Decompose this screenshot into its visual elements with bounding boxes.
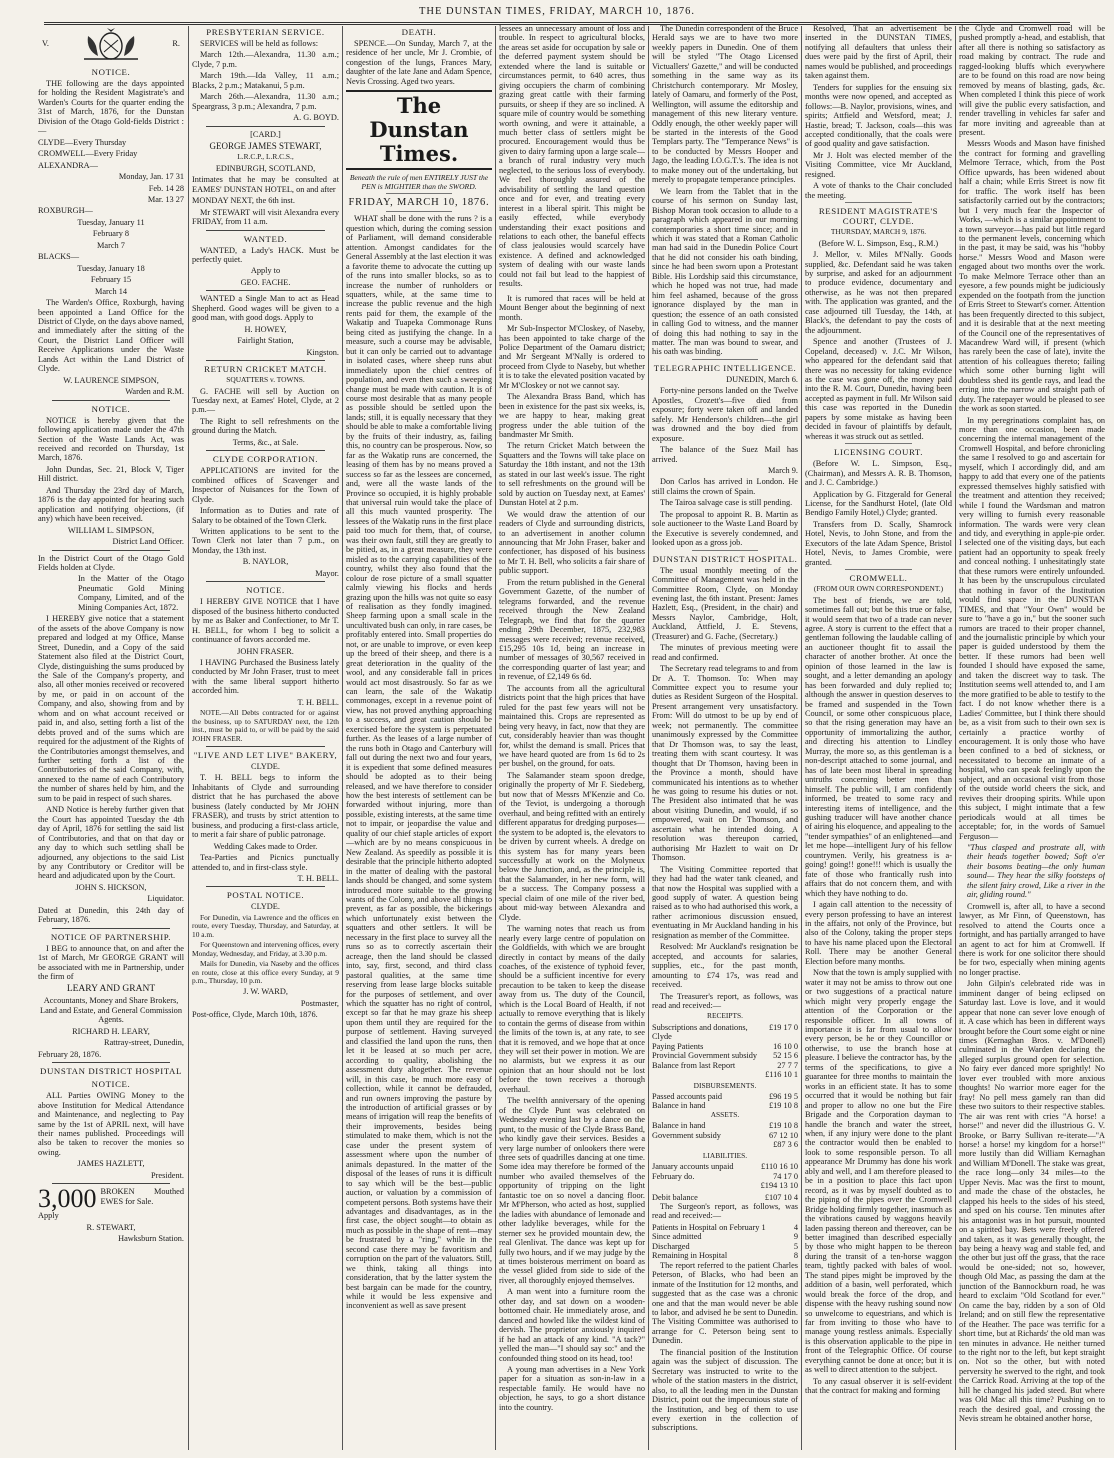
telegraph-heading: TELEGRAPHIC INTELLIGENCE. <box>653 362 797 373</box>
corporation-notice: Information as to Duties and rate of Salary to be obtained of the Town Clerk. <box>192 506 339 525</box>
doctor-date: MONDAY NEXT, the 6th inst. <box>192 196 295 206</box>
row-label: Provincial Government subsidy <box>652 1051 758 1061</box>
doctor-notice: Intimates that he may be consulted at EAMES' DUNSTAN HOTEL, on and after <box>192 175 339 194</box>
waste-lands-applicant: John Dundas, Sec. 21, Block V, Tiger Hill district. <box>38 464 184 484</box>
doctor-city: EDINBURGH, SCOTLAND, <box>215 163 316 173</box>
assets-table <box>652 1121 798 1149</box>
row-label: Remaining in Hospital <box>652 1251 728 1261</box>
divider <box>206 290 325 291</box>
column-rule <box>495 26 496 1450</box>
newspaper-motto: Beneath the rule of men ENTIRELY JUST the PEN is MIGHTIER than the SWORD. <box>349 173 489 191</box>
hospital-report: Resolved: Mr Auckland's resignation be accepted, and accounts for salaries, supplies, etc., for the past month, amounting to £74 17s, was read and received. <box>652 942 798 990</box>
editorial-continued: lessees an unnecessary amount of loss and trouble. In respect to agricultural blocks, the areas set aside for occupation by sale or the deferred payment system should be extended where the land is suitable or circumstances permit, to 640 acres, thus giving occupiers the charm of combining grazing great cattle with their farming pursuits, or sheep if they are so inclined. A square mile of country would be something worth owning, and were it attainable, a much better class of settlers might be procured. Encouragement would thus be given to dairy farming upon a large scale—a branch of rural industry very much neglected, to the serious loss of everybody. We feel thoroughly assured of the advisability of settling the land question once and for ever, and treating every interest in a liberal spirit. This might be easily effected, while everybody understanding their exact positions and relations to each other, the baneful effects of class jealousies would scarcely have existence. A defined and acknowledged system of dealing with our waste lands could not fail but lead to the happiest of results. <box>499 24 645 289</box>
blacks-date: February 15 <box>90 275 132 285</box>
presbyterian-intro: SERVICES will be held as follows: <box>200 39 319 49</box>
hospital-heading: DUNSTAN DISTRICT HOSPITAL. <box>652 553 798 564</box>
hospital-report: Tenders for supplies for the ensuing six months were now opened, and accepted as follows:—B. Naylor, provisions, wines, and spirits; Attfield and Wetsford, meat; J. Hastie, bread; T. Jackson, coals—this was accepted conditionally, that the coals were of good quality and gave satisfaction. <box>805 82 952 149</box>
notice-date: February 28, 1876. <box>38 1049 102 1059</box>
signature: T. H. BELL. <box>297 697 339 707</box>
table-row <box>652 1042 798 1051</box>
hospital-report: Resolved, That an advertisement be inserted in the DUNSTAN TIMES, notifying all defaulters that unless their dues were paid by the first of April, their names would be published, and proceedings taken against them. <box>805 24 952 81</box>
hospital-report: The Visiting Committee reported that they had had the water tank cleaned, and that now the Hospital was supplied with a good supply of water. A question being raised as to who had authorised this work, a rather acrimonious discussion ensued, eventuating in Mr Auckland handing in his resignation as member of the Committee. <box>652 864 798 940</box>
divider <box>206 581 325 582</box>
alexandra-date: Monday, Jan. 17 31 <box>118 172 184 182</box>
death-notice: SPENCE.—On Sunday, March 7, at the residence of her uncle, Mr J. Crombie, of congestion of the lungs, Frances Mary, daughter of the late Jane and Adam Spence, Nevis Crossing. Aged two years. <box>346 39 492 86</box>
divider <box>52 550 170 551</box>
signature: RICHARD H. LEARY, <box>72 1026 150 1036</box>
doctor-degrees: L.R.C.P., L.R.C.S., <box>237 152 294 162</box>
surgeon-intro: The Surgeon's report, as follows, was read and received:— <box>652 1201 798 1221</box>
bakery-wedding-cakes: Wedding Cakes made to Order. <box>213 841 318 851</box>
table-row <box>652 1051 798 1060</box>
cromwell-letter: The best of friends, we are told, sometimes fall out; but be this true or false, it would seem that two of a trade can never agree. A story is current to the effect that a gentleman following the laudable calling of an auctioneer thought fit to assail the character of another brother. At once the opinion of those learned in the law is sought, and a letter demanding an apology has been forwarded and duly replied to; although the answer in question deserves to be framed and suspended in the Town Council, or some other conspicuous place, so that the rising generation may have an opportunity of immortalizing the author, and directing his attention to Lindley Murray, the more so, as this gentleman is a non-descript attached to some journal, and has of late been most liberal in spreading untruths concerning better men than himself. The public will, I am confidently informed, be treated to some racy and interesting items of intelligence, and the gushing traducer will have another chance of airing his eloquence, and appealing to the "tender sympathies" of an enlightened—and let me hope—intelligent Jury of his fellow countrymen. Verily, his greatness is a-going! going!! gone!!! which is usually the fate of those who frantically rush into affairs that do not concern them, and with which they have nothing to do. <box>805 595 952 898</box>
cromwell-letter: I again call attention to the necessity of every person professing to have an interest in the affairs, not only of the Province, but also of the Colony, taking the proper steps to have his name placed upon the Electoral Roll. There may be another General Election before many months. <box>805 900 952 966</box>
row-label: Balance in hand <box>652 1121 706 1131</box>
business-notice: I HAVING Purchased the Business lately conducted by Mr John Fraser, trust to meet with the same liberal support hitherto accorded him. <box>192 657 339 696</box>
masthead <box>0 0 1114 22</box>
signature: J. W. WARD, <box>243 987 288 997</box>
signature-address: Kingston. <box>306 347 339 357</box>
row-amount: 52 15 6 <box>773 1051 798 1061</box>
news-item: The Dunedin correspondent of the Bruce Herald says we are to have two more weekly papers in Dunedin. One of them will be styled "The Otago Licensed Victuallers' Gazette," and will be conducted something in the same way as its Christchurch contemporary. Mr Mosley, lately of Oamaru, and formerly of the Post, Wellington, will assume the editorship and management of this new literary venture. Oddly enough, the other weekly paper will be started in the interests of the Good Templars party. The "Temperance News" is to be conducted by Messrs Hooper and Jago, the leading I.O.G.T.'s. The idea is not to make money out of the undertaking, but merely to propagate temperance principles. <box>652 24 798 185</box>
licensing-item: Application by G. Fitzgerald for General License, for the Sandhurst Hotel, (late Old Bendigo Family Hotel,) Clyde; granted. <box>805 489 952 518</box>
surgeon-table <box>652 1223 798 1261</box>
rm-court-heading: RESIDENT MAGISTRATE'S COURT, CLYDE. <box>818 206 939 227</box>
mail-schedule: For Queenstown and intervening offices, every Monday, Wednesday, and Friday, at 3.30 p.m. <box>192 940 339 958</box>
cricket-heading: RETURN CRICKET MATCH. <box>204 364 327 375</box>
divider <box>206 360 325 361</box>
divider <box>845 443 912 444</box>
notice-date: Dated at Dunedin, this 24th day of February, 1876. <box>38 905 184 925</box>
news-item: We would draw the attention of our readers of Clyde and surrounding districts, to an advertisement in another column announcing that Mr John Fraser, baker and confectioner, has disposed of his business to Mr T. H. Bell, who solicits a fair share of public support. <box>499 509 645 576</box>
cromwell-letter: To any casual observer it is self-evident that the contract for making and forming <box>805 1376 952 1396</box>
divider <box>692 359 758 360</box>
corporation-notice: APPLICATIONS are invited for the combined offices of Scavenger and Inspector of Nuisances for the Town of Clyde. <box>192 466 339 504</box>
disbursements-table <box>652 1092 798 1111</box>
telegraph-date: March 9. <box>768 465 798 475</box>
row-amount: 5 <box>793 1241 798 1251</box>
news-item: It is rumored that races will be held at Mount Benger about the beginning of next month. <box>499 293 645 322</box>
liabilities-table <box>652 1162 798 1202</box>
column-rule <box>188 26 189 1450</box>
divider <box>206 746 325 747</box>
table-total: £194 13 10 <box>760 1181 798 1191</box>
cromwell-letter: the Clyde and Cromwell road will be pushed promptly a-head, and establish, that after all there is nothing so satisfactory as road making by contract. The rude and ragged-looking bluffs which everywhere are to be found on this road are now being removed by means of blasting, gads, &c. When completed I think this piece of work will give the public every satisfaction, and render travelling in vehicles far safer and far more inviting and agreeable than at present. <box>959 24 1105 137</box>
cromwell-letter: Messrs Woods and Mason have finished the contract for forming and gravelling Melmore Terrace, which, from the Post Office upwards, has been widened about half a chain; while Erris Street is now fit for traffic. The work itself has been satisfactorily carried out by the contractors; but I very much fear the Inspector of Works, —which is a similar appointment to a town surveyor—has paid but little regard to the permanent levels, concerning which in the past, it may be said, was his "hobby horse." Messrs Wood and Mason were engaged about two months over the work. To make Melmore Terrace other than an eyesore, a few pounds might be judiciously expended on the footpath from the junction of Erris Street to Stewart's corner. Attention has been frequently directed to this subject, and it is desirable that at the next meeting of the Council one of the representatives of Macandrew Ward will, if present (which has rarely been the case of late), invite the attention of his colleagues thereto; failing which some other burning light will doubtless shed its gentle rays, and lead the erring into the narrow and straight path of duty. The ratepayer would be pleased to see the work as soon started. <box>959 139 1105 414</box>
receipts-table <box>652 1023 798 1080</box>
hospital-heading: DUNSTAN DISTRICT HOSPITAL <box>40 1066 182 1077</box>
table-total: £116 10 1 <box>765 1070 798 1080</box>
newspaper-flag: The Dunstan Times. <box>346 90 492 170</box>
bakery-heading: "LIVE AND LET LIVE" BAKERY, <box>193 749 338 760</box>
service-schedule: March 26th.—Alexandra, 11.30 a.m.; Speargrass, 3 p.m.; Alexandra, 7 p.m. <box>192 92 339 111</box>
divider <box>206 886 325 887</box>
hospital-report: The usual monthly meeting of the Committee of Management was held in the Committee Room, Clyde, on Monday evening last, the 6th instant. Present: James Hazlett, Esq., (President, in the chair) and Messrs Naylor, Cambridge, Holt, Auckland, Attfield, J. E. Stevens, (Treasurer) and G. Fache, (Secretary.) <box>652 565 798 641</box>
signature: JAMES HAZLETT, <box>77 1159 145 1169</box>
presbyterian-heading: PRESBYTERIAN SERVICE. <box>206 27 325 37</box>
signature: W. LAURENCE SIMPSON, <box>63 375 159 385</box>
divider <box>845 202 912 203</box>
wanted-apply: Apply to <box>250 266 281 276</box>
column-rule <box>955 26 956 1450</box>
cromwell-letter: John Gilpin's celebrated ride was in imminent danger of being eclipsed on Saturday last. Love is love, and it would appear that none can sever love enough of it. A case which has been in different ways brought before the Court some eight or nine times (Kernaghan Bros. v. M'Donell) culminated in the Warden declaring the alleged surplus ground open for selection. No fairy ever danced more sprightly! No lover ever troubled with more anxious thoughts! No warrior more eager for the fray! No pell mess gamely ran than did these two suitors to their respective stables. The air was rent with cries "A horse! a horse!" and never did the illustrious G. V. Brooke, or Barry Sullivan re-iterate—"A horse! a horse! my kingdom for a horse!" more lustily than did William Kernaghan and William M'Donell. The stake was great, the race long—only 34 miles—to the Upper Nevis. Mac was the first to mount, and made the chase of the obstacles, he clapped his heels to the sides of his steed, and sped on his course. Ten minutes after his antagonist was in hot pursuit, mounted on a spirited bay. Bets were freely offered and taken, as it was generally thought, the bay being a heavy wag and stable fed, and the other but just off the grass, that the race would be one-sided; not so, however, though Old Mac, as passing the dam at the junction of the Bannockburn road, he was heard to exclaim "Old Scotland for ever." On came the bay, ridden by a son of Old Ireland; and on still flew the representative of the Heather. The pace was terrific for a short time, but at Richards' the old man was ten minutes in advance. He neither turned to the right nor to the left, but kept straight on. Not so the other, but with noted perversity he swerved to the right, and took the Carrick Road. Arriving at the top of the hill he changed his jaded steed. But where was Old Mac all this time? Pushing on to reach the desired goal, and crossing the Nevis stream he obtained another horse, <box>959 979 1105 1424</box>
alexandra-date: Mar. 13 27 <box>147 195 184 204</box>
service-schedule: March 19th.—Ida Valley, 11 a.m.; Blacks, 2 p.m.; Matakanui, 5 p.m. <box>192 71 339 90</box>
divider <box>539 291 605 292</box>
cricket-subheading: SQUATTERS v. TOWNS. <box>226 375 305 385</box>
news-item: The Alexandra Brass Band, which has been in existence for the past six weeks, is, we are happy to hear, making great progress under the able tuition of the bandmaster Mr Smith. <box>499 392 645 440</box>
roxburgh-date: March 7 <box>97 240 125 250</box>
crest-left-letter: V. <box>42 39 49 49</box>
card-label: [CARD.] <box>250 129 281 139</box>
correspondent-label: (FROM OUR OWN CORRESPONDENT.) <box>813 584 944 594</box>
table-row <box>652 1232 798 1241</box>
newspaper-title: THE DUNSTAN TIMES, FRIDAY, MARCH 10, 1876. <box>418 6 696 17</box>
blacks-date: March 14 <box>94 286 128 296</box>
notice-heading: NOTICE. <box>91 67 131 77</box>
row-label: February do. <box>652 1171 695 1181</box>
table-row <box>652 1131 798 1140</box>
telegraph-item: The proposal to appoint R. B. Martin as sole auctioneer to the Waste Land Board by the Executive is severely condemned, and looked upon as a gross job. <box>652 509 798 548</box>
shepherd-notice: WANTED a Single Man to act as Head Shepherd. Good wages will be given to a good man, with good dogs. Apply to <box>192 294 339 323</box>
editorial-leader: WHAT shall be done with the runs ? is a question which, during the coming session of Parliament, will demand considerable attention. Amongst candidates for the General Assembly at the last election it was a favorite theme to advocate the cutting up of the runs into smaller blocks, so as to increase the number of runholders or squatters, while, at the same time to increase the public revenue and the high rents paid for them, the example of the Wakatip and Tuapeka Commonage Runs being cited as justifying the change. In a measure, such a course may be advisable, but it can only be carried out to advantage in isolated cases, where sheep runs abut immediately upon the chief centres of population, and even then such a sweeping change must be made with caution. It is of course most desirable that as many people as possible should be settled upon the lands; still, it is equally necessary that they should be able to make a comfortable living by the fruits of their industry, as, failing this, no country can be prosperous. Now, so far as the Wakatip runs are concerned, the leasing of them has by no means proved a success so far as the lessees are concerned, and, were all the waste lands of the Province so occupied, it is highly probable that universal ruin would take the place of all this much vaunted prosperity. The lessees of the Wakatip runs in the first place paid too much for them, that, of course, was their own fault, still they are greatly to be pitied, as, in a great measure, they were misled as to the carrying capabilities of the country, whilst they also found that the colour de rose picture of a small squatter calmly viewing his flocks and herds grazing upon the hills was not quite so easy of realisation as they fondly imagined. Sheep farming upon a small scale in the uncultivated bush can only, in rare cases, be profitably entered into. Small properties do not, or are unable to improve, or even keep up the breed of their sheep, and there is a great deterioration in the quality of the wool, and any considerable fall in prices would act most disastrously. So far as we can learn, the sale of the Wakatip commonages, except in a revenue point of view, has not proved anything approaching to a success, and great caution should be exercised before the system is perpetuated further. As the leases of a large number of the runs both in Otago and Canterbury will fall out during the next two and four years, it is expedient that some defined measures should be adopted as to their being released, and we have therefore to consider how the best interests of settlement can be forwarded without injuring, more than possible, existing interests, at the same time not to impair, or jeopardise the value and quality of our chief staple articles of export—which are by no means conspicuous in New Zealand. As speedily as possible it is desirable that the principle hitherto adopted in the matter of dealing with the pastoral lands should be changed, and some system introduced more suitable to the growing wants of the Colony, and above all things to prevent, as far as possible, the bickerings which unfortunately exist between the squatters and other settlers. It will be necessary in the first place to survey all the runs so as to correctly ascertain their acreage, then the land should be classed into, say, first, second, and third class pastoral qualities, at the same time reserving from lease large blocks suitable for the purposes of settlement, and over which the squatter has no right of control, except so far that he may graze his sheep upon them until they are required for the purpose of settlement. Having surveyed and classified the land upon the runs, then let it be leased at so much per acre, according to quality, abolishing the assessment duty altogether. The revenue will, in this case, be much more easy of collection, while it cannot be defrauded, and run owners improving the pasture by the introduction of artificial grasses or by means of irrigation will reap the benefits of their improvements, besides being stimulated to make them, which is not the case under the present system of assessment where upon the number of animals depastured. In the matter of the disposal of the leases of runs it is difficult to say which will be the best—public auction, or valuation by a commission of competent persons. Both systems have their advantages and disadvantages, as in the first case, the object sought—to obtain as much as possible in the shape of rent—may be frustrated by a "ring," while in the second case there may be favoritism and corruption on the part of the valuators. Still, we think, taking all things into consideration, that by the latter system the best bargain can be made for the country, while it would be less expensive and inconvenient as well as save present <box>346 214 492 1311</box>
signature: GEO. FACHE. <box>240 277 291 287</box>
news-item: The twelfth anniversary of the opening of the Clyde Punt was celebrated on Wednesday evening last by a dance on the punt, to the music of the Clyde Brass Band, who kindly gave their services. Besides a very large number of onlookers there were three sets of quadrilles dancing at one time. Some idea may therefore be formed of the number who availed themselves of the opportunity of tripping on the light fantastic toe on so novel a dancing floor. Mr M'Pherson, who acted as host, supplied the ladies with abundance of lemonade and other ladylike beverages, while for the sterner sex he provided mountain dew, the real Glenlivat. The dance was kept up for fully two hours, and if we may judge by the at times boisterous merriment on board as the vessel glided from side to side of the river, all thoroughly enjoyed themselves. <box>499 1096 645 1285</box>
hospital-subheading: NOTICE. <box>91 1079 131 1090</box>
column-2 <box>192 24 339 1452</box>
signature-address: Hawksburn Station. <box>118 1234 184 1244</box>
signature: JOHN FRASER. <box>237 646 294 656</box>
poem-quote: "Thus clasped and prostrate all, with their heads together bowed; Soft o'er their bosoms beating—the only human sound— They hear the silky footsteps of the silent fairy crowd, Like a river in the air, gliding round." <box>967 842 1105 900</box>
table-row <box>652 1061 798 1070</box>
alexandra-sittings: ALEXANDRA— <box>38 160 98 170</box>
partnership-heading: NOTICE OF PARTNERSHIP. <box>50 931 172 942</box>
column-rule <box>801 26 802 1450</box>
telegraph-item: The Tairoa salvage case is still pending. <box>660 498 793 508</box>
telegraph-item: Forty-nine persons landed on the Twelve Apostles, Crozett's—five died from exposure; forty were taken off and landed safely. Mr Henderson's children—the girl was drowned and the boy died from exposure. <box>652 386 798 443</box>
row-amount: £19 10 8 <box>768 1121 798 1131</box>
signature: R. STEWART, <box>86 1222 136 1232</box>
telegraph-item: The balance of the Suez Mail has arrived. <box>652 445 798 464</box>
roxburgh-sittings: ROXBURGH— <box>38 206 93 216</box>
news-item: The Salamander steam spoon dredge, originally the property of Mr F. Siedeberg, but now that of Messrs M'Kenzie and Co. of the Teviot, is undergoing a thorough overhaul, and being refitted with an entirely different apparatus for dredging purposes—the system to be adopted is, the elevators to be driven by current wheels. A dredge on this system has for many years been successfully at work on the Molyneux below the Junction, and, as the principle is, that the Salamander, in her new form, will be a success. The Company possess a special claim of one mile of the river bed, about mid-way between Alexandra and Clyde. <box>499 770 645 922</box>
row-amount: 4 <box>793 1222 798 1232</box>
hospital-report: The Treasurer's report, as follows, was read and received:— <box>652 991 798 1010</box>
court-days-notice: THE following are the days appointed for holding the Resident Magistrate's and Warden's Courts for the quarter ending the 31st of March, 1876, for the Dunstan Division of the Otago Gold-fields District :— <box>38 79 184 136</box>
row-label: Discharged <box>652 1241 690 1251</box>
row-amount: 74 17 0 <box>773 1171 798 1181</box>
clyde-sittings: CLYDE—Every Thursday <box>38 137 127 147</box>
table-row <box>652 1121 798 1130</box>
signature-title: District Land Officer. <box>112 537 184 547</box>
court-matter: In the Matter of the Otago Pneumatic Gold Mining Company, Limited, and of the Mining Companies Act, 1872. <box>78 574 184 612</box>
cricket-refreshments: The Right to sell refreshments on the ground during the Match. <box>192 416 339 436</box>
table-row <box>652 1223 798 1232</box>
signature-title: Mayor. <box>315 568 339 578</box>
rm-court-before: (Before W. L. Simpson, Esq., R.M.) <box>818 238 939 248</box>
dateline: FRIDAY, MARCH 10, 1876. <box>348 197 490 209</box>
waste-lands-notice: NOTICE is hereby given that the following application made under the 47th Section of the Waste Lands Act, was received and recorded on Thursday, 1st March, 1876. <box>38 415 184 463</box>
signature-title: Postmaster, <box>300 998 339 1008</box>
divider <box>206 230 325 231</box>
news-item: We learn from the Tablet that in the course of his sermon on Sunday last, Bishop Moran took occasion to allude to a paragraph which appeared in our morning contemporaries a short time since; and in which it was stated that a Roman Catholic man had said in the Dunedin Police Court that he did not consider his oath binding, since he had been sworn upon a Protestant Bible. His Lordship said this circumstance, which he hoped was not true, had made him feel ashamed, because of the gross ignorance displayed by the man in question; the essence of an oath consisted in calling God to witness, and the manner of doing this had nothing to say in the matter. The man was bound to swear, and his oath was binding. <box>652 186 798 357</box>
table-heading: DISBURSEMENTS. <box>693 1080 757 1090</box>
news-item: The warning notes that reach us from nearly every large centre of population on the Goldfields, with which we are brought directly in contact by means of the daily coaches, of the existence of typhoid fever, should be a sufficient incentive for every precaution to be taken to keep the disease away from us. The duty of the Council, which is the Local Board of Health, if not actually to remove everything that is likely to contain the germs of disease from within the limits of the town is, at any rate, to see that it is removed, and we hope that at once they will set their power in motion. We are no alarmists, but we express it as our opinion that an hour should not be lost before the town receives a thorough overhaul. <box>499 924 645 1094</box>
licensing-heading: LICENSING COURT. <box>833 447 924 458</box>
signature: T. H. BELL. <box>297 873 339 883</box>
cromwell-letter: Cromwell is, after all, to have a second lawyer, as Mr Finn, of Queenstown, has resolved to attend the Courts once a fortnight, and has partially arranged to have an agent to act for him at Cromwell. If there is work for one solicitor there should be for two, especially when mining agents no longer practise. <box>959 901 1105 977</box>
signature: B. NAYLOR, <box>242 557 289 567</box>
news-item: The accounts from all the agricultural districts point that the high prices that have ruled for the past few years will not be maintained this. Crops are represented as being very heavy, in fact, now that they are cut, considerably heavier than was thought for, whilst the demand is small. Prices that we have heard quoted are from 1s 6d to 2s per bushel, on the ground, for oats. <box>499 683 645 769</box>
table-row <box>652 1023 798 1042</box>
licensing-item: Transfers from D. Scally, Shamrock Hotel, Nevis, to John Stone, and from the Executors of the late Adam Spence, Bristol Hotel, Nevis, to James Crombie, were granted. <box>805 519 952 567</box>
signature-title: Warden and R.M. <box>125 387 184 397</box>
court-intro: In the District Court of the Otago Gold Fields holden at Clyde. <box>38 553 184 572</box>
land-office-notice: The Warden's Office, Roxburgh, having been appointed a Land Office for the District of Clyde, on the days above named, and immediately after the sitting of the Court, the District Land Officer will Receive Applications under the Waste Lands Act within the Land District of Clyde. <box>38 298 184 374</box>
bakery-notice: T. H. BELL begs to inform the Inhabitants of Clyde and surrounding district that he has purchased the above business (lately conducted by Mr JOHN FRASER), and trusts by strict attention to business, and producing a first-class article, to merit a fair share of public patronage. <box>192 773 339 840</box>
signature-title: Liquidator. <box>147 894 184 904</box>
bakery-location: CLYDE. <box>251 761 280 771</box>
notice-heading: NOTICE. <box>246 585 285 596</box>
liquidator-notice-2: AND Notice is hereby further given that the Court has appointed Tuesday the 4th day of April, 1876 for settling the said list of Contributories, and that on that day or any day to which such settling shall be adjourned, any objections to the said List by any Contributory or Creditor will be heard and adjudicated upon by the Court. <box>38 805 184 881</box>
hospital-report: Mr J. Holt was elected member of the Visiting Committee, vice Mr Auckland, resigned. <box>805 150 952 179</box>
debts-note: NOTE.—All Debts contracted for or against the business, up to SATURDAY next, the 12th inst., must be paid to, or will be paid by the said JOHN FRASER. <box>192 708 339 743</box>
divider <box>845 569 912 570</box>
row-amount: 9 <box>793 1232 798 1242</box>
signature-address: Rattray-street, Dunedin, <box>104 1038 184 1048</box>
row-amount: £19 17 0 <box>768 1022 798 1032</box>
hospital-report: The report referred to the patient Charles Peterson, of Blacks, who had been an inmate of the Institution for 12 months, and suggested that as the case was a chronic one and that the man would never be able to labor, and advised he be sent to Dunedin. The Visiting Committee was authorised to arrange for C. Peterson being sent to Dunedin. <box>652 1260 798 1346</box>
row-label: Government subsidy <box>652 1130 721 1140</box>
table-heading: RECEIPTS. <box>707 1011 743 1021</box>
table-row <box>652 1242 798 1251</box>
mail-schedule: Mails for Dunedin, via Naseby and the offices en route, close at this office every Sunday, at 9 p.m., Thursday, 10 p.m. <box>192 959 339 985</box>
coat-of-arms-icon <box>76 26 146 62</box>
ewes-number: 3,000 <box>38 1184 97 1214</box>
notice-heading: NOTICE. <box>91 403 131 414</box>
divider <box>206 126 325 127</box>
row-label: Passed accounts paid <box>652 1092 723 1102</box>
business-notice: I HEREBY GIVE NOTICE that I have disposed of the business hitherto conducted by me as Baker and Confectioner, to Mr T. H. BELL, for whom I beg to solicit a continuance of favors accorded me. <box>192 597 339 645</box>
cromwell-letter: In my peregrinations complaint has, on more than one occasion, been made concerning the internal management of the Cromwell Hospital, and before chronicling the same I resolved to go and ascertain for myself, which I accordingly did, and am happy to add that every one of the patients expressed themselves highly satisfied with the treatment and attention they received; while I found the Wardsman and matron very willing to furnish every reasonable information. The wards were very clean and tidy, and everything in apple-pie order. I selected one of the visiting days, but each patient had an opportunity to speak freely and conceal nothing. I unhesitatingly state that these rumors were entirely unfounded. It has been by the unscrupulous circulated that nothing in favor of the Institution would find space in the DUNSTAN TIMES, and that "Your Own" would be sure to "have a go in," but the sooner such rumors are traced to their proper channel, and the journalistic principle by which your paper is guided understood by them the better. If these rumors had been well founded I should have exposed the same, and taken the discreet way to task. The Institution seems well attended to, and I am the more gratified to be able to testify to the fact. I do not know whether there is a Ladies' Committee, but I think there should be, as a visit from such to their own sex is certainly a practice worthy of encouragement. It is only those who have been confined to a bed of sickness, or necessitated to become an inmate of a hospital, who can speak feelingly upon the subject, and an occasional visit from those of the outside world cheers the sick, and revives their drooping spirits. While upon this subject, I might intimate that a few periodicals would at all times be acceptable; for, in the words of Samuel Ferguson— <box>959 415 1105 841</box>
cricket-auction: G. FACHE will sell by Auction on Tuesday next, at Eames' Hotel, Clyde, at 2 p.m.— <box>192 386 339 415</box>
divider <box>52 400 170 401</box>
row-label: Subscriptions and donations, Clyde <box>652 1022 748 1042</box>
row-label: Debit balance <box>652 1192 698 1202</box>
row-amount: £110 16 10 <box>760 1162 798 1172</box>
divider <box>52 928 170 929</box>
row-label: Balance from last Report <box>652 1060 736 1070</box>
table-row <box>652 1172 798 1181</box>
table-total: £87 3 6 <box>773 1140 798 1150</box>
service-schedule: March 12th.—Alexandra, 11.30 a.m.; Clyde, 7 p.m. <box>192 50 339 69</box>
ewes-advert <box>38 1184 184 1244</box>
doctor-name: GEORGE JAMES STEWART, <box>209 141 322 152</box>
row-amount: 27 7 7 <box>777 1060 798 1070</box>
row-amount: 16 10 0 <box>773 1041 798 1051</box>
telegraph-item: Don Carlos has arrived in London. He still claims the crown of Spain. <box>652 477 798 496</box>
column-1 <box>38 24 184 1452</box>
crest-right-letter: R. <box>172 39 180 49</box>
hospital-report: The minutes of previous meeting were read and confirmed. <box>652 643 798 662</box>
death-heading: DEATH. <box>401 27 437 37</box>
news-item: The return Cricket Match between the Squatters and the Towns will take place on Saturday the 18th instant, and not the 13th as stated in our last week's issue. The right to sell refreshments on the ground will be sold by auction on Tuesday next, at Eames' Dunstan Hotel at 2 p.m. <box>499 441 645 508</box>
column-3 <box>346 24 492 1452</box>
telegraph-date: DUNEDIN, March 6. <box>726 374 798 384</box>
partnership-notice: I BEG to announce that, on and after the 1st of March, Mr GEORGE GRANT will be associated with me in Partnership, under the firm of <box>38 943 184 982</box>
row-label: January accounts unpaid <box>652 1162 734 1172</box>
court-case: Spence and another (Trustees of J. Copeland, deceased) v. J.C. Mr Wilson, who appeared for the defendant said that there was no necessity for taking evidence as the case was gone off, the money paid into the R. M. Court, Dunedin, having been accepted as payment in full. Mr Wilson said this case was reported in the Dunedin papers by some mistake as having been decided in favour of plaintiffs by default, whereas it was struck out as settled. <box>805 337 952 441</box>
wanted-heading: WANTED. <box>243 233 288 244</box>
blacks-sittings: BLACKS— <box>38 252 80 262</box>
firm-description: Accountants, Money and Share Brokers, Land and Estate, and General Commission Agents. <box>40 996 182 1025</box>
table-row <box>652 1092 798 1101</box>
mail-schedule: For Dunedin, via Lawrence and the offices en route, every Tuesday, Thursday, and Saturday, at 10 a.m. <box>192 912 339 939</box>
cromwell-letter: Now that the town is amply supplied with water it may not be amiss to throw out one or two suggestions of a practical nature which might very properly engage the attention of the Corporation or the responsible officer. In all towns of importance it is far from usual to allow every person, be he or they Councillor or otherwise, to use the branch hose at pleasure. I believe the contractor has, by the terms of the specifications, to give a guarantee for three months to maintain the works in an efficient state. It has to some occurred that it would be nothing but fair and proper to allow no one but the Fire Brigade and the Corporation dayman to handle the branch and water the street, when, if any injury were done to the plant the contractor would then be enabled to look to some responsible person. To all appearance Mr Drummy has done his work ably and well, and I am therefore pleased to be in a position to place this fact upon record, as it was by myself doubted as to the piping of the pipes over the Cromwell Bridge holding firmly together, inasmuch as the vibrations caused by waggons heavily laden passing thereon and thereover, can be better imagined than described especially by those who might happen to be thereon during the transit of a ten-horse waggon team, tightly packed with bales of wool. The stand pipes might be improved by the addition of a basin, well perforated, which would break the force of the drop, and dispense with the heavy rushing sound now so unwelcome to equestrians, and which is far from inviting to those who have to manage young restless animals. Especially is this observation applicable to the pipe in front of the Telegraphic Office. Of course everything cannot be done at once; but it is as well to direct attention to the subject. <box>805 968 952 1375</box>
roxburgh-date: Tuesday, January 11 <box>77 217 145 227</box>
row-label: Balance in hand <box>652 1101 706 1111</box>
signature: WILLIAM L. SIMPSON, <box>67 525 155 535</box>
signature-address: Fairlight Station, <box>237 336 294 346</box>
hospital-report: The Secretary read telegrams to and from Dr A. T. Thomson. To: When may Committee expect you to resume your duties as Resident Surgeon of the Hospital. Present arrangement very unsatisfactory. From: Will do utmost to be up by end of week; not permanently. The committee unanimously expressed by the Committee that Dr Thomson was, to say the least, treating them with scant courtesy. It was thought that Dr Thomson, having been in the Province a month, should have communicated his intentions as to whether he was going to resume his duties or not. The President also intimated that he was about visiting Dunedin, and would, if so empowered, wait on Dr Thomson, and ascertain what he intended doing. A resolution was thereupon carried, authorising Mr Hazlett to wait on Dr Thomson. <box>652 664 798 863</box>
corporation-notice: Written applications to be sent to the Town Clerk not later than 7 p.m., on Monday, the 13th inst. <box>192 526 339 555</box>
wanted-notice: WANTED, a Lady's HACK. Must be perfectly quiet. <box>192 245 339 264</box>
doctor-visits: Mr STEWART will visit Alexandra every FRIDAY, from 11 a.m. <box>192 207 339 227</box>
rm-court-date: THURSDAY, MARCH 9, 1876. <box>830 227 927 237</box>
row-amount: £107 10 4 <box>764 1192 798 1202</box>
notice-date: Post-office, Clyde, March 10th, 1876. <box>192 1010 318 1020</box>
table-row <box>652 1162 798 1171</box>
royal-crest <box>38 24 184 64</box>
column-rule <box>648 26 649 1450</box>
firm-name: LEARY AND GRANT <box>66 983 156 994</box>
table-heading: ASSETS. <box>710 1109 740 1119</box>
signature: A. G. BOYD. <box>293 113 339 123</box>
news-item: A man went into a furniture room the other day, and sat down on a wooden-bottomed chair. He immediately arose, and danced and howled like the wildest kind of dervish. The proprietor anxiously inquired if he had an attack of any kind. "A tack?" yelled the man—"I should say so:" and the confounded thing stood on its head, too! <box>499 1287 645 1363</box>
roxburgh-date: February 8 <box>92 229 130 239</box>
column-7 <box>959 24 1105 1452</box>
divider <box>386 193 452 194</box>
bakery-tea-parties: Tea-Parties and Picnics punctually attended to, and in first-class style. <box>192 853 339 872</box>
hospital-debt-notice: ALL Parties OWING Money to the above Institution for Medical Attendance and Maintenance, and neglecting to Pay same by the 1st of APRIL next, will have their names published. Proceedings will also be taken to recover the monies so owing. <box>38 1091 184 1157</box>
news-item: From the return published in the General Government Gazette, of the number of telegrams forwarded, and the revenue received through the New Zealand Telegraph, we find that for the quarter ending 29th December, 1875, 232,983 messages were received; revenue received, £15,295 10s 1d, being an increase in number of messages of 30,567 received in the corresponding quarter of last year; and in revenue, of £2,149 6s 6d. <box>499 577 645 682</box>
cromwell-sittings: CROMWELL—Every Friday <box>38 149 138 159</box>
row-amount: 67 12 10 <box>768 1130 798 1140</box>
waste-lands-hearing: And Thursday the 23rd day of March, 1876 is the day appointed for hearing such application and notifying objections, (if any) which have been received. <box>38 485 184 524</box>
news-item: A young man advertises in a New York paper for a situation as son-in-law in a respectable family. He would have no objection, he says, to go a short distance into the country. <box>499 1364 645 1412</box>
signature-title: President. <box>151 1170 184 1180</box>
divider <box>52 1062 170 1063</box>
row-label: Since admitted <box>652 1232 702 1242</box>
column-6 <box>805 24 952 1452</box>
news-item: Mr Sub-Inspector M'Closkey, of Naseby, has been appointed to take charge of the Police Department of the Oamaru district; and Mr Sergeant M'Nally is ordered to proceed from Clyde to Naseby, but whether it is to take the elevated position vacated by Mr M'Closkey or not we cannot say. <box>499 324 645 390</box>
column-4 <box>499 24 645 1452</box>
hospital-report: A vote of thanks to the Chair concluded the meeting. <box>805 181 952 200</box>
ewes-apply: Apply <box>38 1211 59 1221</box>
ewes-text: BROKEN Mouthed EWES for Sale. <box>100 1187 184 1206</box>
signature: H. HOWEY, <box>244 324 287 334</box>
cricket-terms: Terms, &c., at Sale. <box>232 437 299 447</box>
signature: JOHN S. HICKSON, <box>75 882 147 892</box>
cromwell-heading: CROMWELL. <box>849 573 908 584</box>
column-5 <box>652 24 798 1452</box>
hospital-report: The financial position of the Institution again was the subject of discussion. The Secretary was instructed to write to the whole of the station masters in the district, also, to all the leading men in the Dunstan District, point out the impecunious state of the Institution, and beg of them to use every exertion in the collection of subscriptions. <box>652 1347 798 1433</box>
table-heading: LIABILITIES. <box>702 1150 748 1160</box>
licensing-before: (Before W. L. Simpson, Esq., (Chairman), and Messrs A. R. B. Thomson, and J. C. Cambridge.) <box>805 459 952 488</box>
column-rule <box>342 26 343 1450</box>
table-row <box>652 1251 798 1260</box>
row-label: Paying Patients <box>652 1041 704 1051</box>
divider <box>692 550 758 551</box>
postal-heading: POSTAL NOTICE. <box>226 890 305 901</box>
alexandra-date: Feb. 14 28 <box>148 183 184 193</box>
postal-location: CLYDE. <box>251 902 280 912</box>
divider <box>206 450 325 451</box>
row-amount: £96 19 5 <box>768 1092 798 1102</box>
liquidator-notice: I HEREBY give notice that a statement of the assets of the above Company is now prepared and lodged at my Office, Manse Street, Dunedin, and a Copy of the said Statement also filed at the District Court, Clyde, distinguishing the sums produced by the Sale of the Company's property, and also, all other monies received or recovered by me, or paid in on account of the Company, and also, showing from and by whom and on what account received or paid in, and also, setting forth a list of the debts proved and of the sums which are required for the adjustment of the Rights of the Contributories amongst themselves, and further setting forth a list of the Contributories of the said Company, with, annexed to the name of each Contributory the number of shares held by him, and the sum to be paid in respect of such shares. <box>38 614 184 803</box>
blacks-date: Tuesday, January 18 <box>77 263 145 273</box>
row-amount: £19 10 8 <box>768 1101 798 1111</box>
row-label: Patients in Hospital on February 1 <box>652 1222 766 1232</box>
court-case: J. Mellor, v. Miles M'Nally. Goods supplied, &c. Defendant said he was taken by surprise, and asked for an adjournment to produce evidence, documentary and otherwise, as he was not then prepared with. The application was granted, and the case adjourned till Tuesday, the 14th, at Black's, the defendant to pay the costs of the adjournment. <box>805 250 952 335</box>
table-row <box>652 1193 798 1202</box>
row-amount: 8 <box>793 1251 798 1261</box>
corporation-heading: CLYDE CORPORATION. <box>212 454 319 465</box>
divider <box>386 211 452 212</box>
